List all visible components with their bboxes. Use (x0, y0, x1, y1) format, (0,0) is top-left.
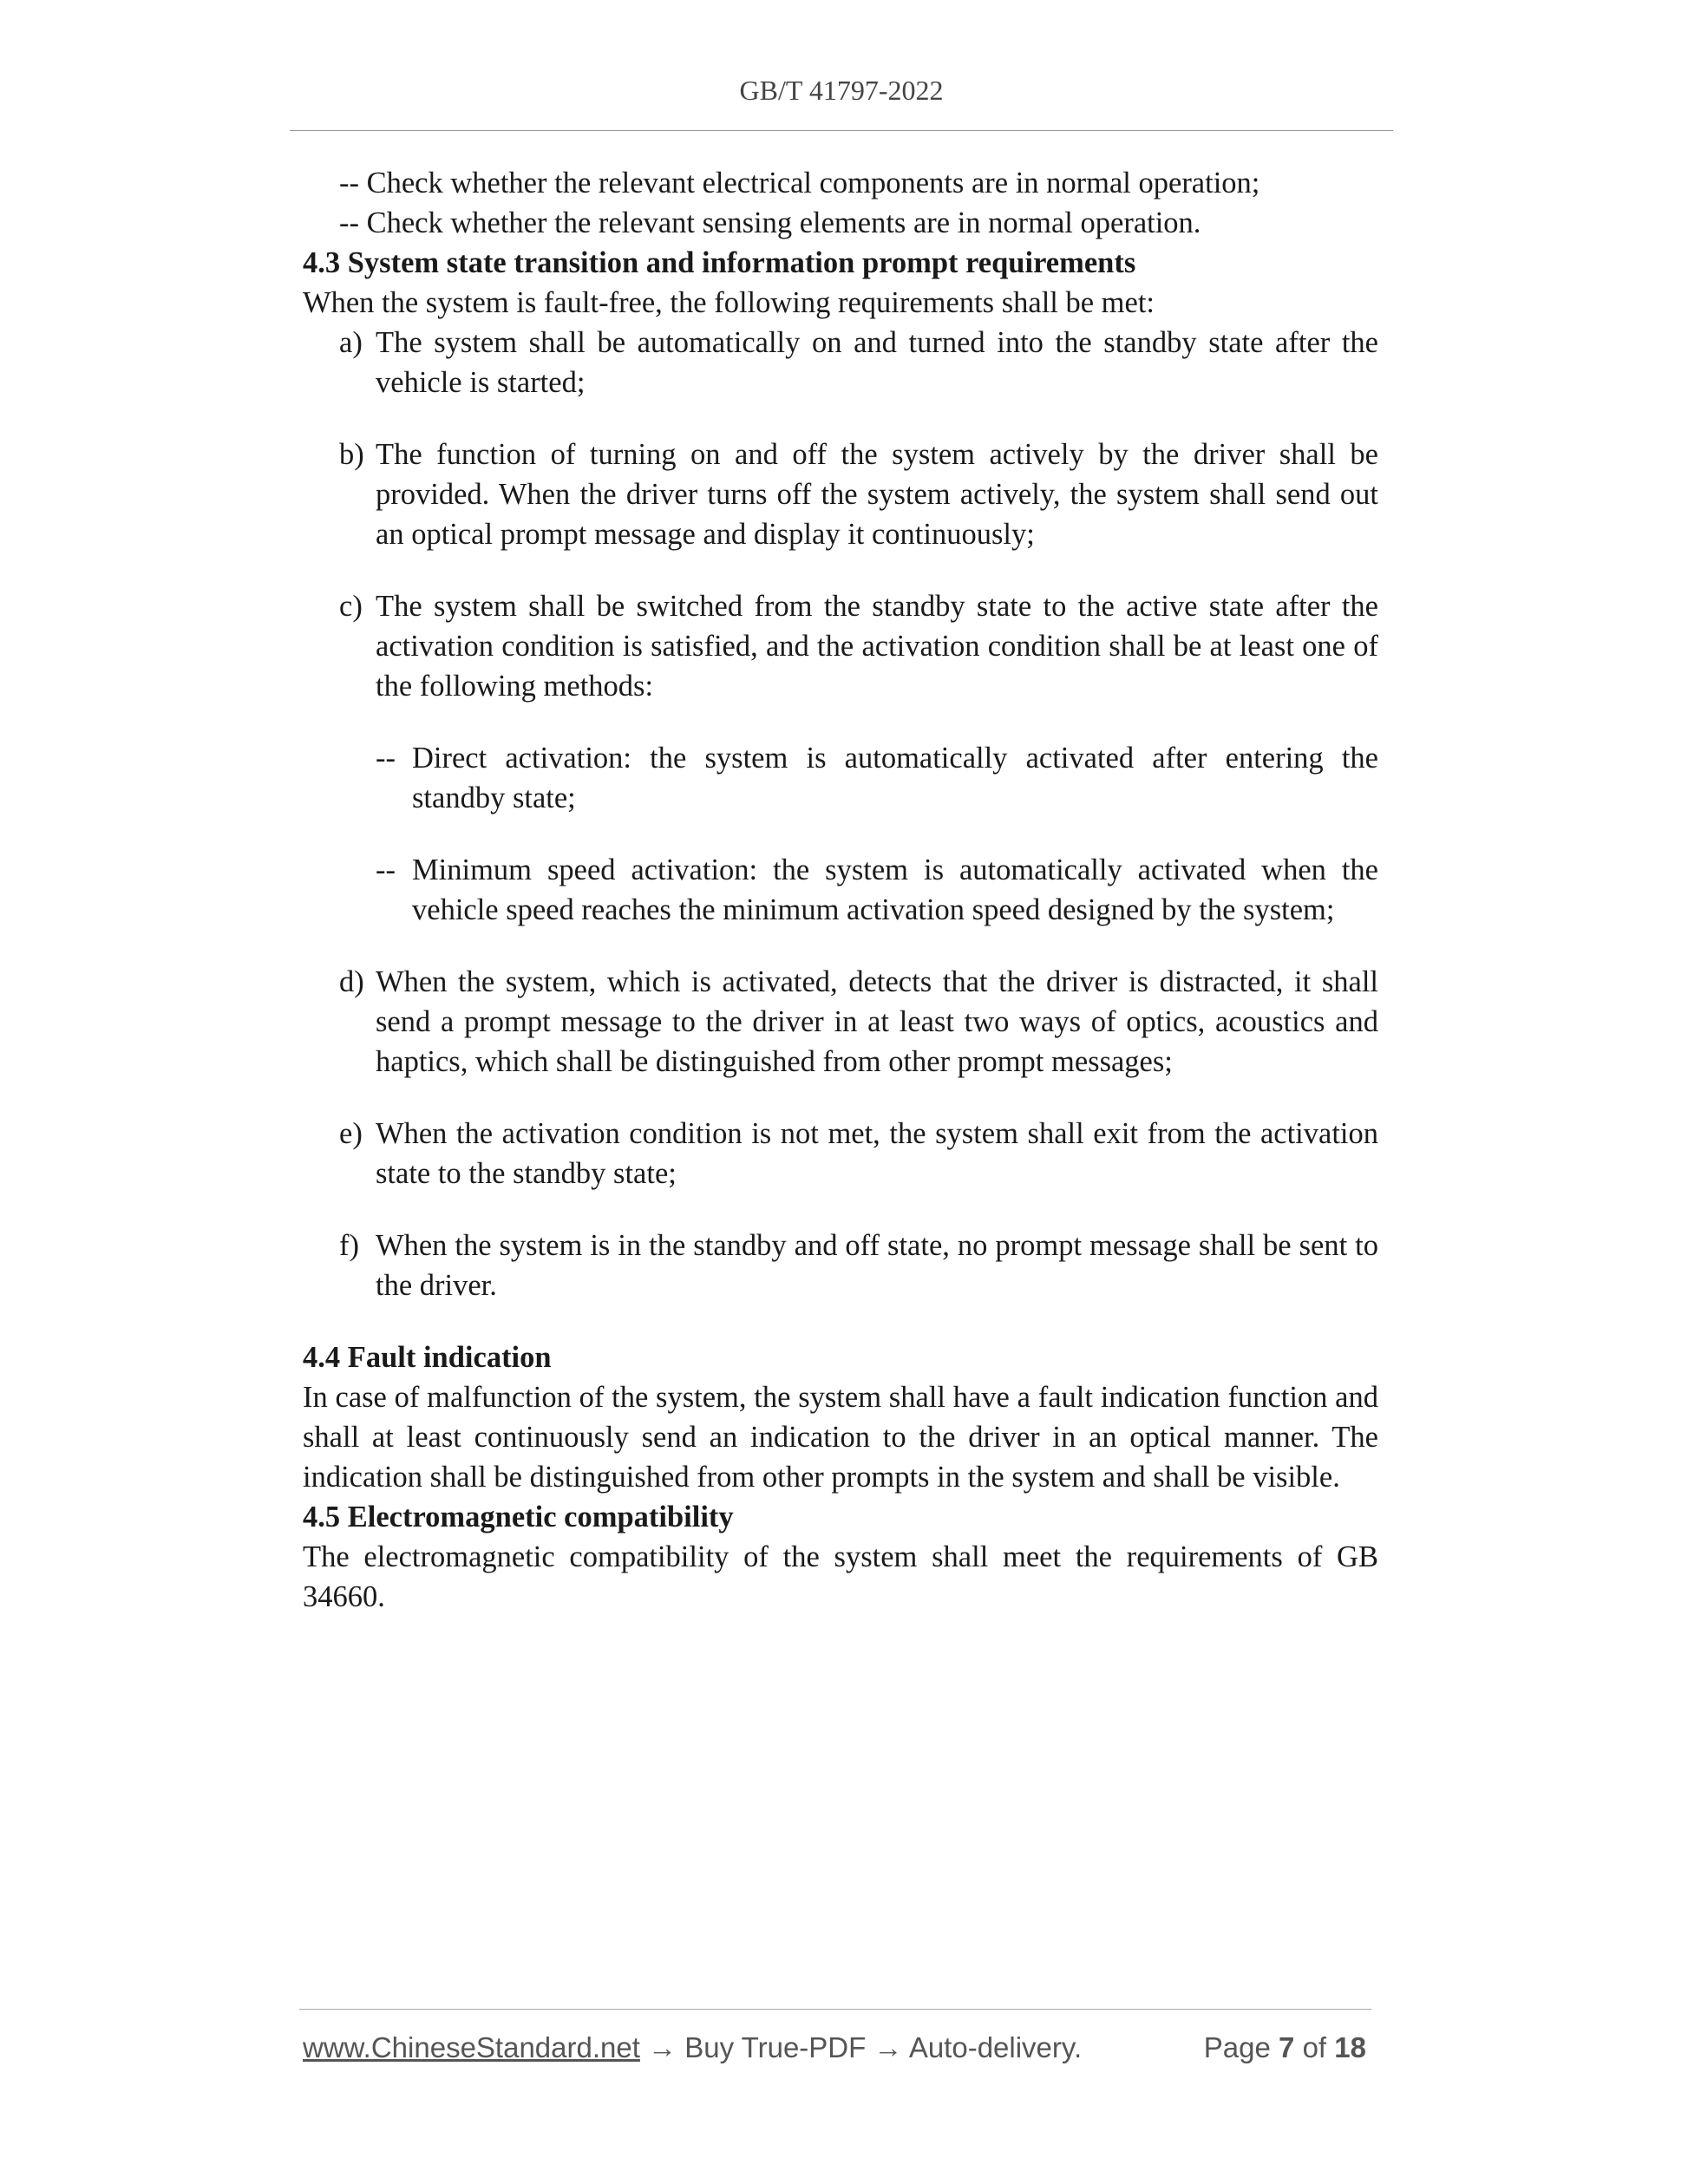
list-item-text: The system shall be automatically on and turned into the standby state after the vehicle is started; (376, 326, 1378, 399)
page-current: 7 (1279, 2031, 1295, 2063)
header-divider (290, 130, 1393, 131)
list-marker: a) (339, 326, 363, 359)
section-4-5-text: The electromagnetic compatibility of the system shall meet the requirements of GB 34660. (303, 1540, 1378, 1613)
list-marker: e) (339, 1117, 363, 1150)
sub-item-marker: -- (376, 742, 396, 775)
page-footer (303, 2031, 1366, 2064)
page-word: Page (1203, 2031, 1271, 2063)
list-item-text: The system shall be switched from the standby state to the active state after the activation condition is satisfied, and the activation condition shall be at least one of the following methods: (376, 590, 1378, 703)
sub-item-text: Minimum speed activation: the system is automatically activated when the vehicle speed reaches the minimum activation speed designed by the system; (412, 853, 1378, 926)
list-item-f (303, 1226, 1378, 1305)
list-item-text: When the activation condition is not met, the system shall exit from the activation state to the standby state; (376, 1117, 1378, 1190)
footer-promo-text: → Buy True-PDF → Auto-delivery. (648, 2031, 1083, 2063)
section-4-3-heading: 4.3 System state transition and information prompt requirements (303, 246, 1136, 279)
section-4-4-heading: 4.4 Fault indication (303, 1341, 552, 1374)
footer-promo (303, 2031, 1082, 2064)
section-4-4-text: In case of malfunction of the system, the system shall have a fault indication function and shall at least continuously send an indication to the driver in an optical manner. The indication shall be distinguished from other prompts in the system and shall be visible. (303, 1381, 1378, 1494)
list-item-text: When the system, which is activated, detects that the driver is distracted, it shall send a prompt message to the driver in at least two ways of optics, acoustics and haptics, which shall be distinguished from other prompt messages; (376, 965, 1378, 1078)
document-number-header: GB/T 41797-2022 (739, 75, 944, 106)
list-item-text: The function of turning on and off the system actively by the driver shall be provided. When the driver turns off the system actively, the system shall send out an optical prompt message and display it continuously; (376, 438, 1378, 551)
sub-item-minimum-speed-activation (303, 850, 1378, 930)
sub-item-direct-activation (303, 738, 1378, 818)
list-item-c (303, 586, 1378, 706)
footer-divider (299, 2009, 1371, 2010)
section-4-5-heading: 4.5 Electromagnetic compatibility (303, 1501, 734, 1533)
list-marker: b) (339, 438, 364, 471)
list-item-text: When the system is in the standby and off state, no prompt message shall be sent to the driver. (376, 1229, 1378, 1302)
list-item-b (303, 435, 1378, 554)
list-item-d (303, 962, 1378, 1082)
site-link[interactable]: www.ChineseStandard.net (303, 2031, 640, 2063)
sub-item-marker: -- (376, 853, 396, 886)
bullet-sensing-elements: -- Check whether the relevant sensing elements are in normal operation. (339, 206, 1201, 239)
sub-item-text: Direct activation: the system is automatically activated after entering the standby state; (412, 742, 1378, 814)
list-item-a (303, 323, 1378, 402)
bullet-electrical-components: -- Check whether the relevant electrical components are in normal operation; (339, 167, 1260, 199)
list-item-e (303, 1114, 1378, 1193)
list-marker: c) (339, 590, 363, 623)
section-4-3-intro: When the system is fault-free, the following requirements shall be met: (303, 286, 1155, 319)
page-of: of (1302, 2031, 1327, 2063)
page-content (303, 163, 1378, 1617)
list-marker: d) (339, 965, 364, 998)
list-marker: f) (339, 1229, 359, 1262)
page-indicator (1204, 2031, 1366, 2064)
page-total: 18 (1334, 2031, 1366, 2063)
